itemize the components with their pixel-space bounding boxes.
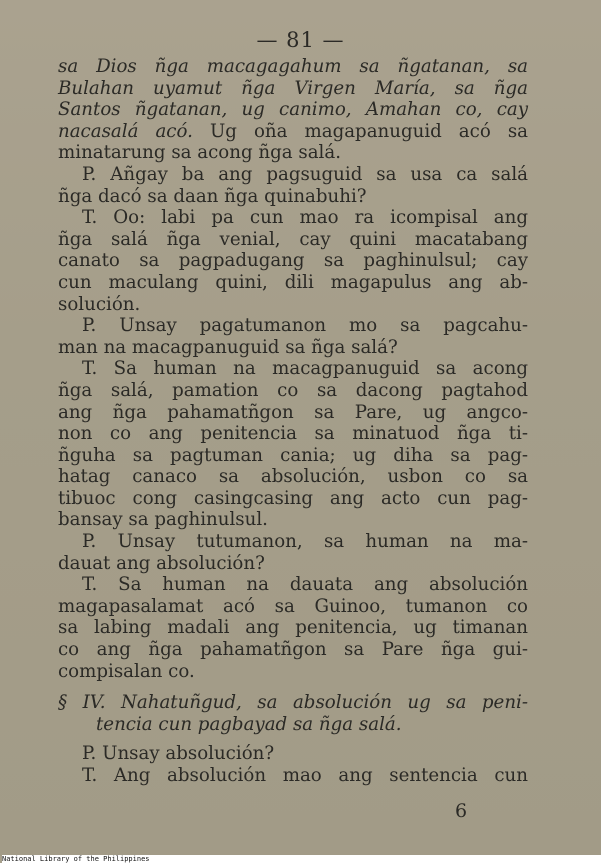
body-line: ñga dacó sa daan ñga quinabuhi?	[58, 185, 367, 207]
qa-line: T. Ang absolución mao ang sentencia cun	[82, 765, 528, 786]
body-line: ñga salá, pamation co sa dacong pagtahod	[58, 379, 528, 401]
body-line: ñga salá ñga venial, cay quini macatabang	[58, 228, 528, 250]
body-line: minatarung sa acong ñga salá.	[58, 142, 341, 164]
body-line: P. Unsay pagatumanon mo sa pagcahu-	[82, 315, 528, 337]
body-line: non co ang penitencia sa minatuod ñga ti-	[58, 423, 528, 445]
body-line: T. Oo: labi pa cun mao ra icompisal ang	[82, 207, 528, 229]
paragraph-lines	[58, 56, 528, 682]
library-credit: National Library of the Philippines	[2, 855, 601, 863]
body-line: sa labing madali ang penitencia, ug timanan	[58, 617, 528, 639]
page-header: — 81 —	[256, 28, 345, 52]
body-line: hatag canaco sa absolución, usbon co sa	[58, 466, 528, 488]
body-line: cun maculang quini, dili magapulus ang ab-	[58, 271, 528, 293]
body-text	[58, 56, 528, 787]
page-number: 6	[455, 800, 468, 822]
body-line: Bulahan uyamut ñga Virgen María, sa ñga	[58, 77, 528, 99]
body-line: canato sa pagpadugang sa paghinulsul; cay	[58, 250, 528, 272]
body-line: magapasalamat acó sa Guinoo, tumanon co	[58, 595, 528, 617]
body-line: P. Añgay ba ang pagsuguid sa usa ca salá	[82, 163, 528, 185]
body-line: compisalan co.	[58, 660, 195, 682]
body-line: nacasalá acó. Ug oña magapanuguid acó sa	[58, 120, 528, 142]
body-line: Santos ñgatanan, ug canimo, Amahan co, cay	[58, 99, 528, 121]
body-line: tibuoc cong casingcasing ang acto cun pag-	[58, 487, 528, 509]
body-line: bansay sa paghinulsul.	[58, 509, 268, 531]
body-line: ang ñga pahamatñgon sa Pare, ug angco-	[58, 401, 528, 423]
body-line: T. Sa human na dauata ang absolución	[82, 574, 528, 596]
body-line: T. Sa human na macagpanuguid sa acong	[82, 358, 528, 380]
section-heading-line-1: § IV. Nahatuñgud, sa absolución ug sa peni-	[58, 692, 528, 714]
body-line: ñguha sa pagtuman cania; ug diha sa pag-	[58, 444, 528, 466]
section-heading-line-2: tencia cun pagbayad sa ñga salá.	[96, 713, 402, 735]
body-line: solución.	[58, 293, 141, 315]
section-heading	[58, 692, 528, 735]
body-line: P. Unsay tutumanon, sa human na ma-	[82, 531, 528, 553]
body-line: sa Dios ñga macagagahum sa ñgatanan, sa	[58, 56, 528, 77]
body-line: man na macagpanuguid sa ñga salá?	[58, 336, 398, 358]
question-answer-lines	[58, 743, 528, 786]
body-line: dauat ang absolución?	[58, 552, 265, 574]
body-line: co ang ñga pahamatñgon sa Pare ñga gui-	[58, 639, 528, 661]
qa-line: P. Unsay absolución?	[82, 743, 275, 765]
